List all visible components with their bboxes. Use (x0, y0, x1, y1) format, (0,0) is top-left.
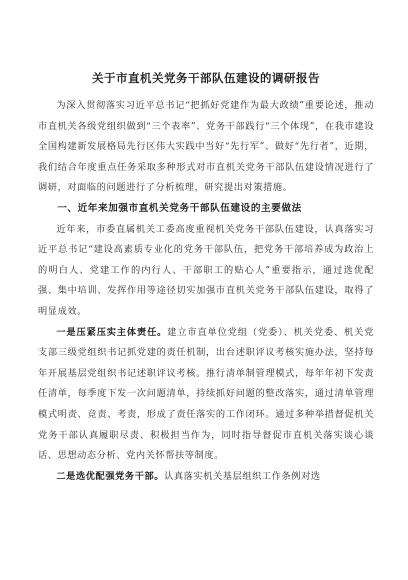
item-1-paragraph (38, 323, 374, 467)
intro-paragraph: 为深入贯彻落实习近平总书记“把抓好党建作为最大政绩”重要论述，推动市直机关各级党组织做到“三个表率”、党务干部践行“三个体现”，在我市建设全国构建新发展格局先行区伟大实践中当好“先行军”、做好“先行者”，近期，我们结合年度重点任务采取多种形式对市直机关党务干部队伍建设情况进行了调研，对面临的问题进行了分析梳理，研究提出对策措施。 (38, 100, 374, 194)
section-1-heading: 一、近年来加强市直机关党务干部队伍建设的主要做法 (57, 202, 302, 214)
item-1-text: 建立市直单位党组（党委）、机关党委、机关党支部三级党组织书记抓党建的责任机制，出台述职评议考核实施办法，坚持每年开展基层党组织书记述职评议考核。推行清单制管理模式，每年年初下发责任清单，每季度下发一次问题清单，持续抓好问题的整改落实，通过清单管理模式明责、竞责、考责，形成了责任落实的工作闭环。通过多种举措督促机关党务干部认真履职尽责、积极担当作为，同时指导督促市直机关落实谈心谈话、思想动态分析、党内关怀帮扶等制度。 (38, 326, 374, 462)
section-1-intro-paragraph: 近年来，市委直属机关工委高度重视机关党务干部队伍建设，认真落实习近平总书记“建设高素质专业化的党务干部队伍，把党务干部培养成为政治上的明白人、党建工作的内行人、干部职工的贴心人”重要指示，通过选优配强、集中培训、发挥作用等途径切实加强市直机关党务干部队伍建设，取得了明显成效。 (38, 223, 374, 317)
document-title: 关于市直机关党务干部队伍建设的调研报告 (92, 71, 320, 85)
item-2-paragraph (38, 467, 374, 488)
item-2-lead: 二是选优配强党务干部。 (56, 470, 165, 482)
item-2-text: 认真落实机关基层组织工作条例对选 (164, 470, 321, 482)
item-1-lead: 一是压紧压实主体责任。 (56, 326, 168, 338)
